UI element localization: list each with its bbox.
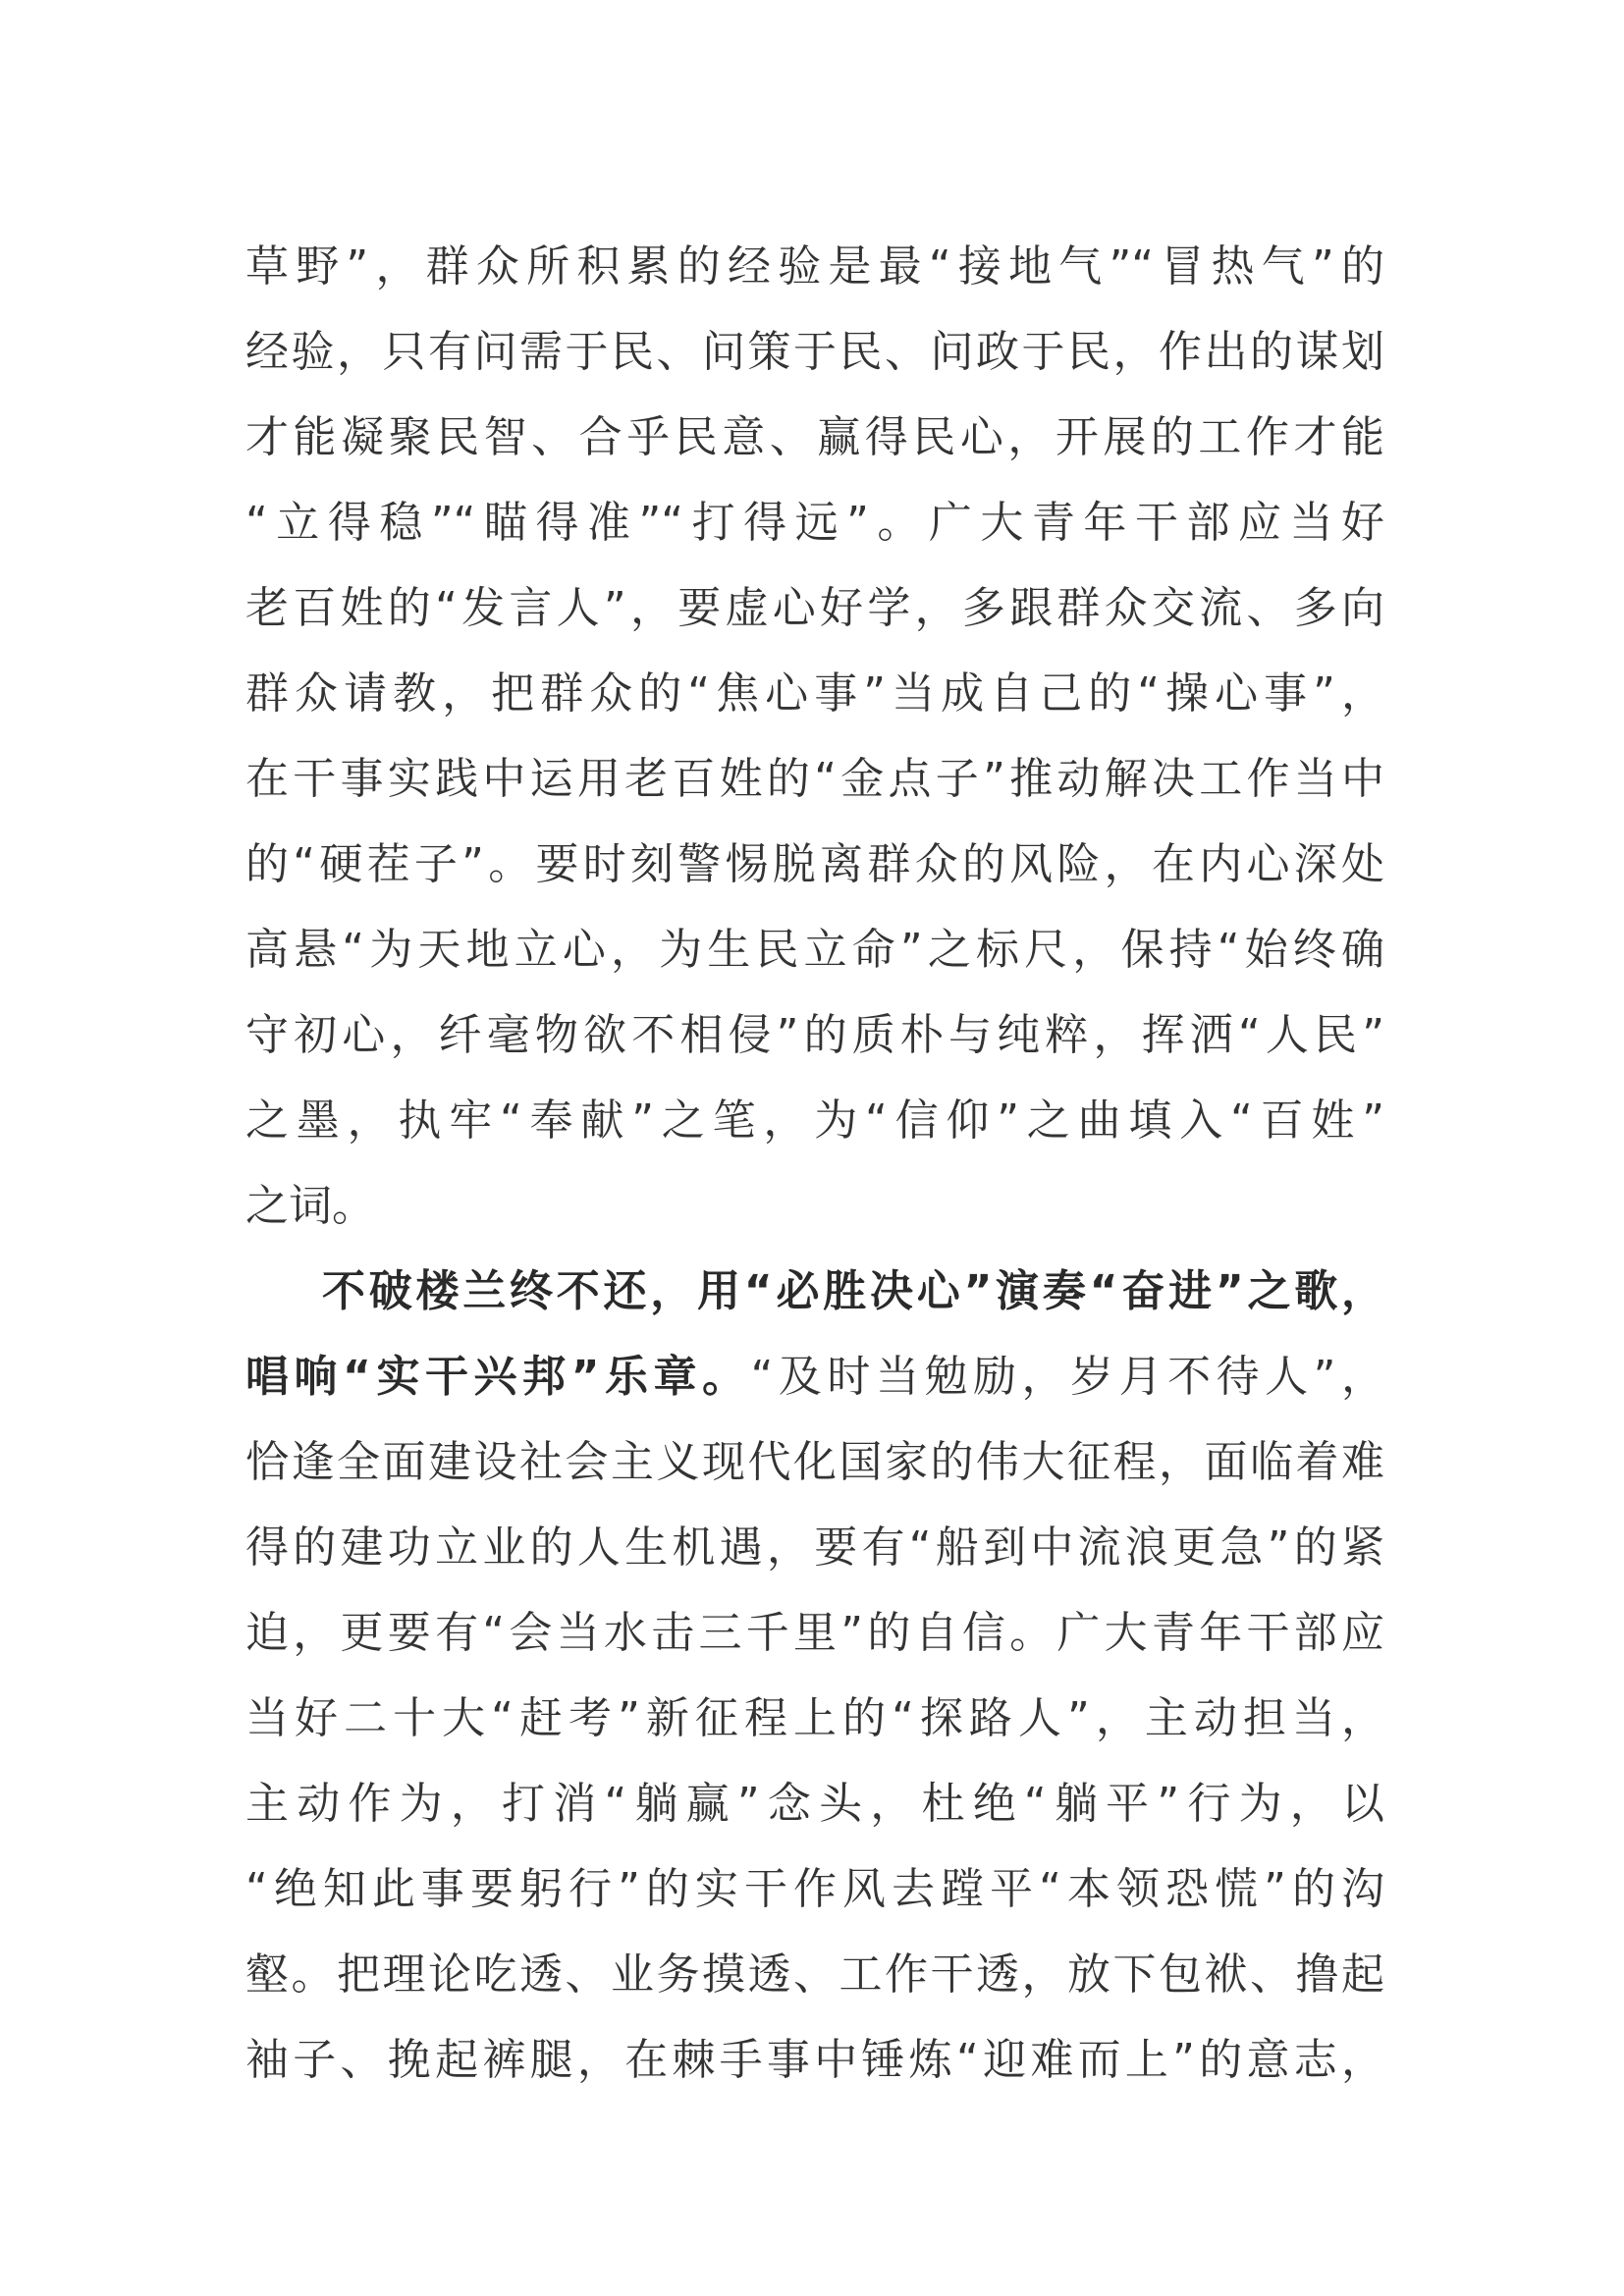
quote-text: “及时当勉励，岁月不待人”， bbox=[750, 1352, 1384, 1402]
text-line: 之墨，执牢“奉献”之笔，为“信仰”之曲填入“百姓” bbox=[245, 1095, 1384, 1146]
text-line: 主动作为，打消“躺赢”念头，杜绝“躺平”行为，以 bbox=[245, 1779, 1384, 1829]
paragraph-heading-end: 唱响“实干兴邦”乐章。 bbox=[245, 1352, 751, 1402]
text-line: 壑。把理论吃透、业务摸透、工作干透，放下包袱、撸起 bbox=[245, 1949, 1384, 2000]
text-line: 群众请教，把群众的“焦心事”当成自己的“操心事”， bbox=[245, 668, 1384, 719]
text-line: “立得稳”“瞄得准”“打得远”。广大青年干部应当好 bbox=[245, 498, 1384, 548]
document-page bbox=[245, 224, 1384, 2103]
text-line: “绝知此事要躬行”的实干作风去蹚平“本领恐慌”的沟 bbox=[245, 1864, 1384, 1914]
text-line: 在干事实践中运用老百姓的“金点子”推动解决工作当中 bbox=[245, 754, 1384, 804]
text-line: 得的建功立业的人生机遇，要有“船到中流浪更急”的紧 bbox=[245, 1522, 1384, 1573]
paragraph-heading: 不破楼兰终不还，用“必胜决心”演奏“奋进”之歌， bbox=[322, 1266, 1384, 1316]
paragraph-1 bbox=[245, 224, 1384, 1249]
text-line: 经验，只有问需于民、问策于民、问政于民，作出的谋划 bbox=[245, 327, 1384, 377]
text-line: 迫，更要有“会当水击三千里”的自信。广大青年干部应 bbox=[245, 1608, 1384, 1658]
text-line: 草野”，群众所积累的经验是最“接地气”“冒热气”的 bbox=[245, 241, 1384, 292]
paragraph-2 bbox=[245, 1249, 1384, 2103]
text-line: 当好二十大“赶考”新征程上的“探路人”，主动担当， bbox=[245, 1693, 1384, 1743]
text-line: 袖子、挽起裤腿，在棘手事中锤炼“迎难而上”的意志， bbox=[245, 2035, 1384, 2085]
text-line: 老百姓的“发言人”，要虚心好学，多跟群众交流、多向 bbox=[245, 583, 1384, 633]
text-line: 恰逢全面建设社会主义现代化国家的伟大征程，面临着难 bbox=[245, 1437, 1384, 1487]
text-line: 高悬“为天地立心，为生民立命”之标尺，保持“始终确 bbox=[245, 925, 1384, 975]
text-line: 守初心，纤毫物欲不相侵”的质朴与纯粹，挥洒“人民” bbox=[245, 1010, 1384, 1060]
text-line: 之词。 bbox=[245, 1181, 375, 1231]
text-line: 才能凝聚民智、合乎民意、赢得民心，开展的工作才能 bbox=[245, 412, 1384, 462]
text-line-mixed bbox=[245, 1334, 1384, 1419]
text-line: 的“硬茬子”。要时刻警惕脱离群众的风险，在内心深处 bbox=[245, 839, 1384, 889]
